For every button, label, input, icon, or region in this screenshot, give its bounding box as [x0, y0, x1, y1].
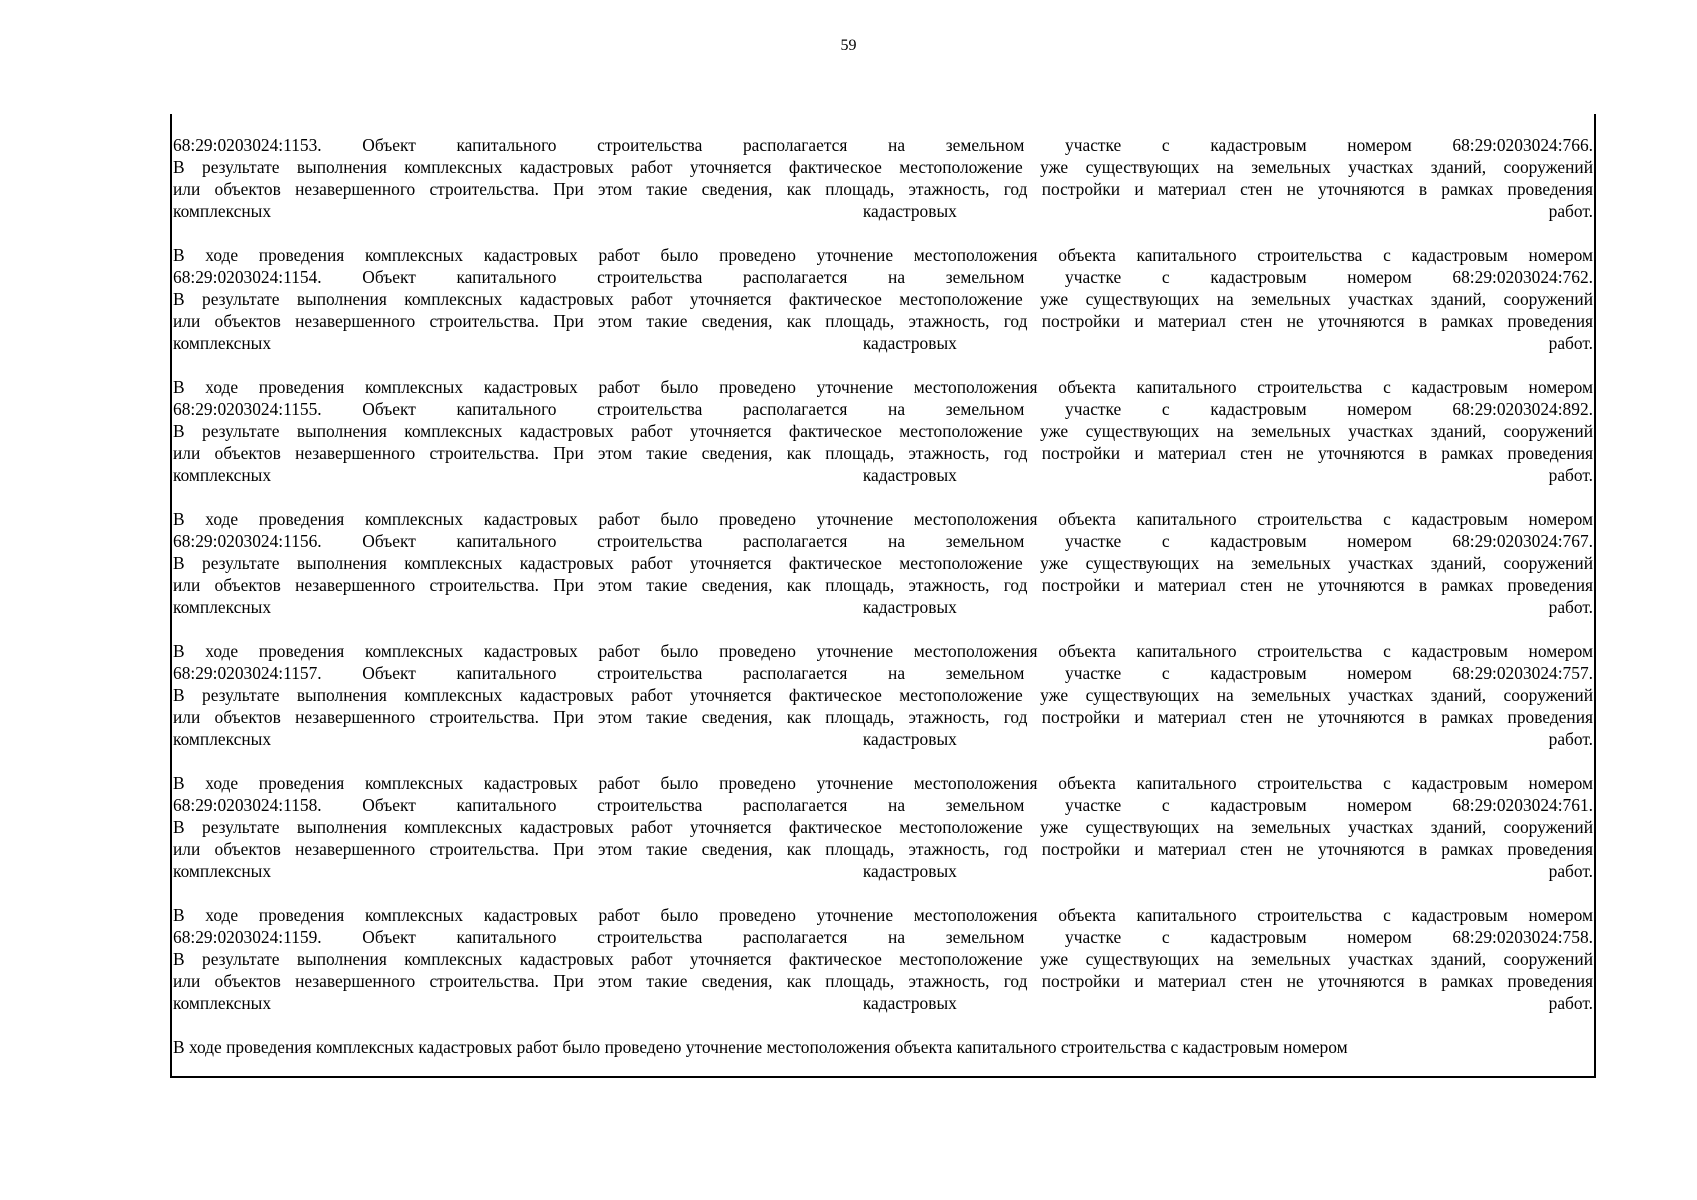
paragraph-line: комплексных кадастровых работ.: [173, 597, 1593, 617]
paragraph-line: В ходе проведения комплексных кадастровых работ было проведено уточнение местоположения объекта капитального строительства с кадастровым номером: [173, 905, 1593, 925]
paragraph-line: В результате выполнения комплексных кадастровых работ уточняется фактическое местоположение уже существующих на земельных участках зданий, сооружений: [173, 949, 1593, 969]
paragraph-line: В результате выполнения комплексных кадастровых работ уточняется фактическое местоположение уже существующих на земельных участках зданий, сооружений: [173, 157, 1593, 177]
paragraph: [173, 376, 1593, 486]
paragraph-line: комплексных кадастровых работ.: [173, 861, 1593, 881]
paragraph-line: 68:29:0203024:1155. Объект капитального строительства располагается на земельном участке с кадастровым номером 68:29:0203024:892.: [173, 399, 1593, 419]
paragraph-line: В результате выполнения комплексных кадастровых работ уточняется фактическое местоположение уже существующих на земельных участках зданий, сооружений: [173, 817, 1593, 837]
paragraph: [173, 640, 1593, 750]
paragraph-line: В результате выполнения комплексных кадастровых работ уточняется фактическое местоположение уже существующих на земельных участках зданий, сооружений: [173, 289, 1593, 309]
paragraph-line: 68:29:0203024:1156. Объект капитального строительства располагается на земельном участке с кадастровым номером 68:29:0203024:767.: [173, 531, 1593, 551]
paragraph-line: В ходе проведения комплексных кадастровых работ было проведено уточнение местоположения объекта капитального строительства с кадастровым номером: [173, 1037, 1348, 1057]
paragraph: [173, 904, 1593, 1014]
paragraph-line: В результате выполнения комплексных кадастровых работ уточняется фактическое местоположение уже существующих на земельных участках зданий, сооружений: [173, 421, 1593, 441]
paragraph: [173, 772, 1593, 882]
paragraph-line: В результате выполнения комплексных кадастровых работ уточняется фактическое местоположение уже существующих на земельных участках зданий, сооружений: [173, 685, 1593, 705]
paragraph-line: или объектов незавершенного строительства. При этом такие сведения, как площадь, этажность, год постройки и материал стен не уточняются в рамках проведения: [173, 839, 1593, 859]
paragraph: [173, 244, 1593, 354]
paragraph-line: комплексных кадастровых работ.: [173, 729, 1593, 749]
paragraph-line: В ходе проведения комплексных кадастровых работ было проведено уточнение местоположения объекта капитального строительства с кадастровым номером: [173, 641, 1593, 661]
paragraph-line: комплексных кадастровых работ.: [173, 993, 1593, 1013]
paragraph: [173, 1036, 1593, 1058]
paragraph-line: 68:29:0203024:1154. Объект капитального строительства располагается на земельном участке с кадастровым номером 68:29:0203024:762.: [173, 267, 1593, 287]
paragraph-line: или объектов незавершенного строительства. При этом такие сведения, как площадь, этажность, год постройки и материал стен не уточняются в рамках проведения: [173, 575, 1593, 595]
paragraph-line: В ходе проведения комплексных кадастровых работ было проведено уточнение местоположения объекта капитального строительства с кадастровым номером: [173, 509, 1593, 529]
paragraph-line: или объектов незавершенного строительства. При этом такие сведения, как площадь, этажность, год постройки и материал стен не уточняются в рамках проведения: [173, 311, 1593, 331]
paragraph-line: 68:29:0203024:1158. Объект капитального строительства располагается на земельном участке с кадастровым номером 68:29:0203024:761.: [173, 795, 1593, 815]
paragraph: [173, 134, 1593, 222]
paragraph-line: 68:29:0203024:1153. Объект капитального строительства располагается на земельном участке с кадастровым номером 68:29:0203024:766.: [173, 135, 1593, 155]
paragraph-line: или объектов незавершенного строительства. При этом такие сведения, как площадь, этажность, год постройки и материал стен не уточняются в рамках проведения: [173, 179, 1593, 199]
paragraph-line: В ходе проведения комплексных кадастровых работ было проведено уточнение местоположения объекта капитального строительства с кадастровым номером: [173, 377, 1593, 397]
paragraph-line: 68:29:0203024:1157. Объект капитального строительства располагается на земельном участке с кадастровым номером 68:29:0203024:757.: [173, 663, 1593, 683]
paragraph-line: комплексных кадастровых работ.: [173, 201, 1593, 221]
paragraph-line: комплексных кадастровых работ.: [173, 465, 1593, 485]
paragraph-line: или объектов незавершенного строительства. При этом такие сведения, как площадь, этажность, год постройки и материал стен не уточняются в рамках проведения: [173, 707, 1593, 727]
paragraph-line: 68:29:0203024:1159. Объект капитального строительства располагается на земельном участке с кадастровым номером 68:29:0203024:758.: [173, 927, 1593, 947]
paragraph-line: комплексных кадастровых работ.: [173, 333, 1593, 353]
paragraph-line: или объектов незавершенного строительства. При этом такие сведения, как площадь, этажность, год постройки и материал стен не уточняются в рамках проведения: [173, 971, 1593, 991]
paragraph-line: В ходе проведения комплексных кадастровых работ было проведено уточнение местоположения объекта капитального строительства с кадастровым номером: [173, 773, 1593, 793]
paragraph: [173, 508, 1593, 618]
paragraph-line: В результате выполнения комплексных кадастровых работ уточняется фактическое местоположение уже существующих на земельных участках зданий, сооружений: [173, 553, 1593, 573]
document-body: [173, 134, 1593, 1080]
paragraph-line: В ходе проведения комплексных кадастровых работ было проведено уточнение местоположения объекта капитального строительства с кадастровым номером: [173, 245, 1593, 265]
paragraph-line: или объектов незавершенного строительства. При этом такие сведения, как площадь, этажность, год постройки и материал стен не уточняются в рамках проведения: [173, 443, 1593, 463]
page-number: 59: [840, 37, 857, 54]
